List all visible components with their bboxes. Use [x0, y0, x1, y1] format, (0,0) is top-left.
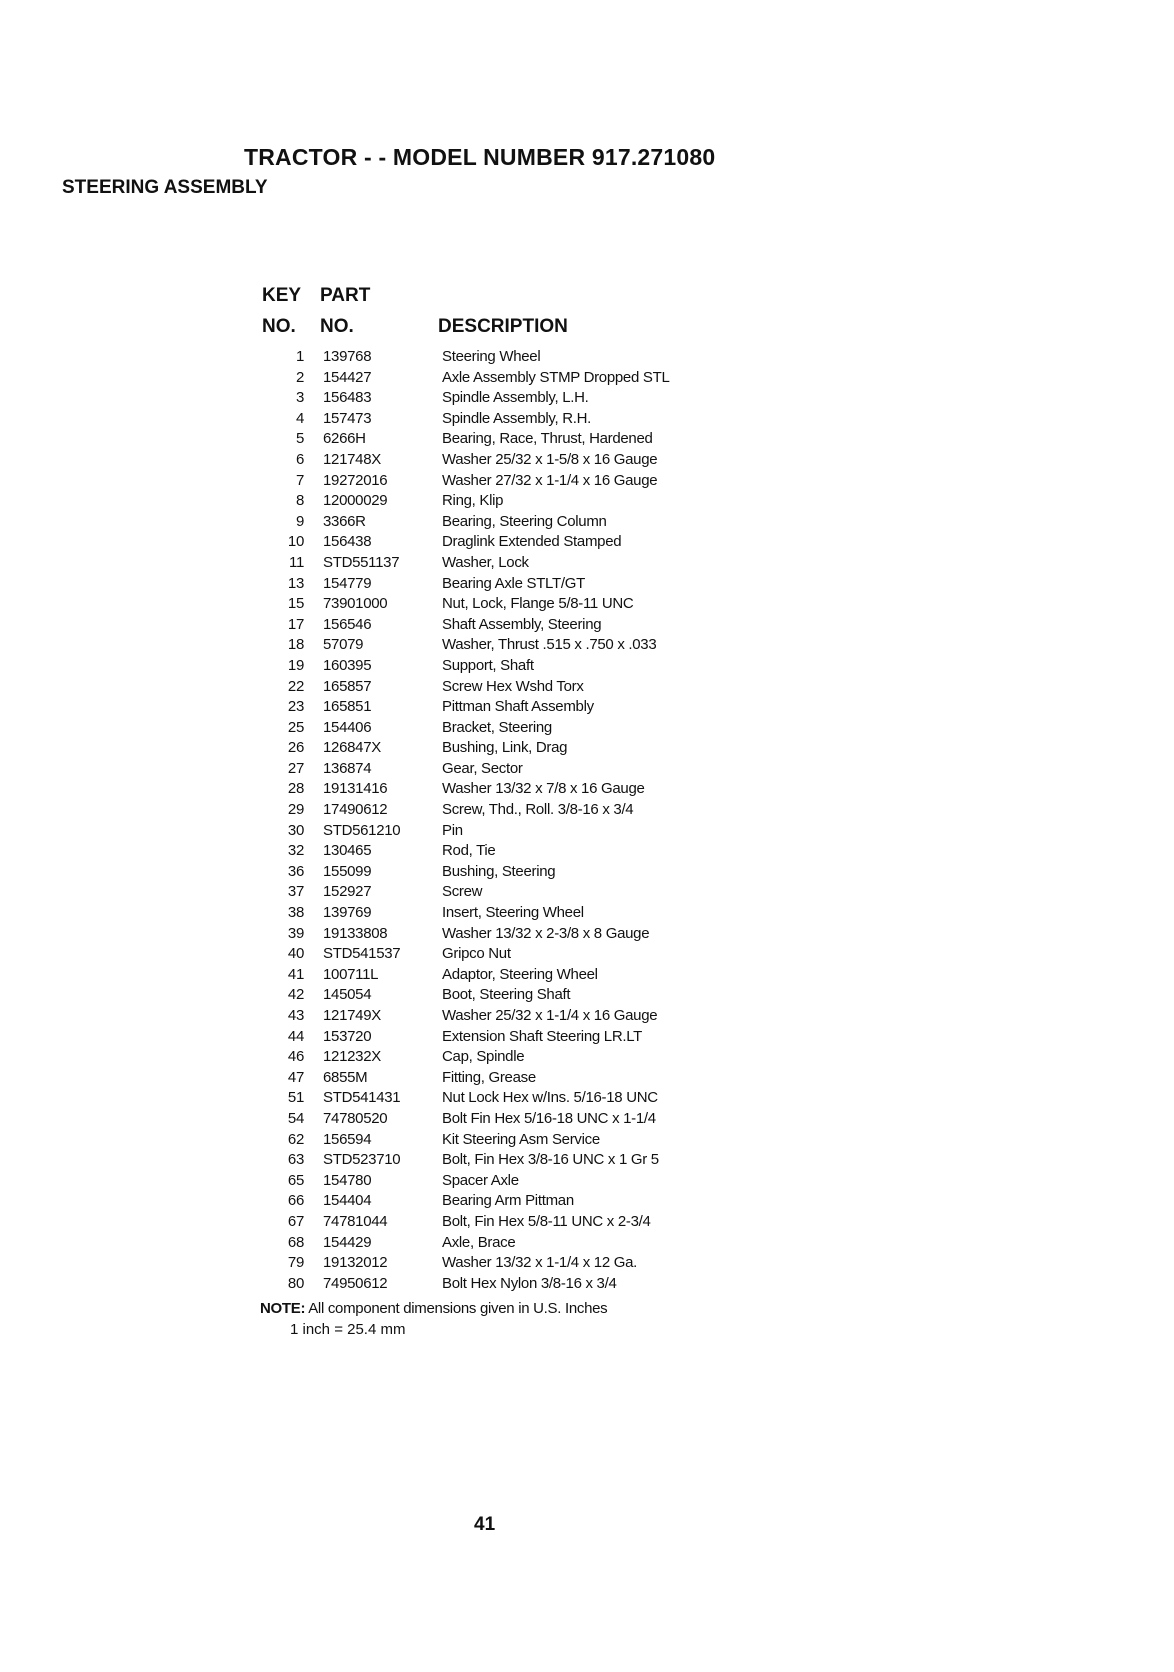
key-no: 9: [295, 512, 304, 530]
part-no: 12000029: [323, 492, 388, 510]
key-no: 27: [287, 759, 304, 777]
key-no: 38: [287, 904, 304, 922]
key-no: 51: [287, 1089, 304, 1107]
key-no: 68: [287, 1233, 304, 1251]
page-number: 41: [474, 1514, 496, 1535]
table-row: [262, 347, 762, 368]
table-row: [262, 965, 762, 986]
page-title: TRACTOR - - MODEL NUMBER 917.271080: [244, 144, 716, 170]
part-no: STD523710: [323, 1151, 401, 1169]
part-no: 73901000: [323, 595, 388, 613]
key-no: 63: [287, 1151, 304, 1169]
part-no: STD561210: [323, 821, 401, 839]
part-description: Gripco Nut: [442, 945, 511, 963]
key-no: 11: [289, 553, 304, 571]
key-no: 36: [287, 862, 304, 880]
table-row: [262, 841, 762, 862]
table-row: [262, 697, 762, 718]
part-description: Washer 25/32 x 1-5/8 x 16 Gauge: [442, 450, 658, 468]
part-description: Screw: [442, 883, 483, 901]
part-description: Washer 25/32 x 1-1/4 x 16 Gauge: [442, 1007, 658, 1024]
key-no: 4: [295, 409, 304, 427]
part-description: Bracket, Steering: [442, 718, 552, 736]
part-description: Nut Lock Hex w/Ins. 5/16-18 UNC: [442, 1089, 658, 1107]
part-description: Axle, Brace: [442, 1233, 516, 1251]
part-no: STD541537: [323, 945, 401, 963]
part-description: Washer, Lock: [442, 553, 529, 571]
table-row: [262, 594, 762, 615]
key-no: 41: [287, 965, 304, 983]
table-row: [262, 450, 762, 471]
table-row: [262, 1150, 762, 1171]
part-no: 154429: [323, 1233, 372, 1251]
table-row: [262, 944, 762, 965]
part-no: 139769: [323, 904, 372, 922]
table-row: [262, 903, 762, 924]
part-description: Pittman Shaft Assembly: [442, 698, 594, 716]
part-no: 155099: [323, 862, 372, 880]
key-no: 43: [287, 1007, 304, 1024]
part-no: 19133808: [323, 924, 388, 942]
table-row: [262, 574, 762, 595]
table-row: [262, 1253, 762, 1274]
part-description: Washer 13/32 x 2-3/8 x 8 Gauge: [442, 924, 650, 942]
part-description: Shaft Assembly, Steering: [442, 615, 602, 633]
part-description: Gear, Sector: [442, 759, 523, 777]
part-no: 19131416: [323, 780, 388, 798]
key-no: 32: [287, 842, 304, 860]
part-description: Bolt Fin Hex 5/16-18 UNC x 1-1/4: [442, 1109, 656, 1127]
table-row: [262, 800, 762, 821]
part-no: 157473: [323, 409, 372, 427]
part-no: 165851: [323, 698, 372, 716]
table-row: [262, 759, 762, 780]
part-description: Kit Steering Asm Service: [442, 1130, 600, 1148]
key-no: 8: [295, 492, 304, 510]
part-no: 121748X: [323, 450, 381, 468]
part-no: 136874: [323, 759, 372, 777]
part-no: 126847X: [323, 739, 381, 757]
key-no: 37: [287, 883, 304, 901]
part-no: 153720: [323, 1027, 372, 1045]
table-row: [262, 1006, 762, 1027]
key-no: 80: [287, 1274, 304, 1292]
table-row: [262, 656, 762, 677]
table-row: [262, 615, 762, 636]
part-description: Ring, Klip: [442, 492, 504, 510]
part-no: 156438: [323, 533, 372, 551]
part-description: Washer 27/32 x 1-1/4 x 16 Gauge: [442, 471, 658, 489]
part-description: Washer 13/32 x 1-1/4 x 12 Ga.: [442, 1254, 638, 1272]
key-no: 66: [287, 1192, 304, 1210]
key-no: 15: [287, 595, 304, 613]
table-row: [262, 368, 762, 389]
part-description: Support, Shaft: [442, 656, 534, 674]
key-no: 44: [287, 1027, 304, 1045]
key-no: 5: [295, 430, 304, 448]
part-no: 154427: [323, 368, 372, 386]
part-description: Rod, Tie: [442, 842, 496, 860]
part-description: Screw Hex Wshd Torx: [442, 677, 584, 695]
part-no: 17490612: [323, 801, 388, 819]
part-description: Pin: [442, 821, 463, 839]
key-no: 6: [295, 450, 304, 468]
table-row: [262, 1068, 762, 1089]
table-row: [262, 1212, 762, 1233]
part-no: 121749X: [323, 1007, 381, 1024]
table-row: [262, 1191, 762, 1212]
part-no: 139768: [323, 348, 372, 365]
key-no: 10: [287, 533, 304, 551]
table-row: [262, 512, 762, 533]
part-description: Nut, Lock, Flange 5/8-11 UNC: [442, 595, 634, 613]
part-no: 160395: [323, 656, 372, 674]
part-no: 152927: [323, 883, 372, 901]
table-row: [262, 1233, 762, 1254]
part-no: 165857: [323, 677, 372, 695]
table-row: [262, 409, 762, 430]
part-no: 130465: [323, 842, 372, 860]
part-description: Spindle Assembly, L.H.: [442, 389, 589, 407]
part-description: Bearing, Race, Thrust, Hardened: [442, 430, 653, 448]
key-no: 23: [287, 698, 304, 716]
table-row: [262, 738, 762, 759]
part-description: Spindle Assembly, R.H.: [442, 409, 592, 427]
part-description: Bolt Hex Nylon 3/8-16 x 3/4: [442, 1274, 617, 1292]
table-row: [262, 1130, 762, 1151]
part-description: Bearing, Steering Column: [442, 512, 607, 530]
part-no: 19132012: [323, 1254, 388, 1272]
part-no: 154779: [323, 574, 372, 592]
note-text: All component dimensions given in U.S. Inches: [305, 1300, 608, 1317]
table-row: [262, 862, 762, 883]
part-description: Screw, Thd., Roll. 3/8-16 x 3/4: [442, 801, 634, 819]
key-no: 19: [287, 656, 304, 674]
part-no: STD541431: [323, 1089, 401, 1107]
key-no: 46: [287, 1048, 304, 1066]
part-description: Boot, Steering Shaft: [442, 986, 571, 1004]
part-no: 74950612: [323, 1274, 388, 1292]
part-no: 74780520: [323, 1109, 388, 1127]
key-no: 54: [287, 1109, 304, 1127]
key-no: 40: [287, 945, 304, 963]
table-row: [262, 532, 762, 553]
key-no: 42: [287, 986, 304, 1004]
part-description: Washer 13/32 x 7/8 x 16 Gauge: [442, 780, 645, 798]
part-no: 6266H: [323, 430, 366, 448]
header-part-line1: PART: [320, 285, 371, 306]
parts-table: [262, 347, 762, 1294]
header-key-line1: KEY: [262, 285, 302, 306]
part-description: Fitting, Grease: [442, 1068, 536, 1086]
part-description: Bearing Arm Pittman: [442, 1192, 574, 1210]
unit-conversion: 1 inch = 25.4 mm: [290, 1321, 406, 1338]
part-no: 121232X: [323, 1048, 381, 1066]
part-description: Washer, Thrust .515 x .750 x .033: [442, 636, 657, 654]
part-description: Spacer Axle: [442, 1171, 519, 1189]
part-description: Extension Shaft Steering LR.LT: [442, 1027, 643, 1045]
table-row: [262, 1171, 762, 1192]
part-no: 154780: [323, 1171, 372, 1189]
table-row: [262, 882, 762, 903]
part-description: Cap, Spindle: [442, 1048, 525, 1066]
table-row: [262, 821, 762, 842]
part-description: Adaptor, Steering Wheel: [442, 965, 598, 983]
table-row: [262, 985, 762, 1006]
key-no: 7: [295, 471, 304, 489]
header-description: DESCRIPTION: [438, 316, 568, 337]
key-no: 17: [287, 615, 304, 633]
table-row: [262, 635, 762, 656]
table-row: [262, 1027, 762, 1048]
key-no: 3: [295, 389, 304, 407]
part-no: 156483: [323, 389, 372, 407]
key-no: 65: [287, 1171, 304, 1189]
key-no: 2: [295, 368, 304, 386]
key-no: 62: [287, 1130, 304, 1148]
part-description: Axle Assembly STMP Dropped STL: [442, 368, 670, 386]
table-row: [262, 388, 762, 409]
part-no: 154404: [323, 1192, 372, 1210]
section-title: STEERING ASSEMBLY: [62, 177, 268, 198]
table-row: [262, 1088, 762, 1109]
note-label: NOTE:: [260, 1300, 306, 1317]
key-no: 13: [287, 574, 304, 592]
part-no: 19272016: [323, 471, 388, 489]
part-no: 100711L: [323, 965, 379, 983]
part-no: 74781044: [323, 1212, 388, 1230]
table-row: [262, 491, 762, 512]
key-no: 39: [287, 924, 304, 942]
key-no: 28: [287, 780, 304, 798]
key-no: 30: [287, 821, 304, 839]
table-row: [262, 1109, 762, 1130]
part-description: Steering Wheel: [442, 348, 541, 365]
part-no: 145054: [323, 986, 372, 1004]
part-no: 154406: [323, 718, 372, 736]
part-no: 3366R: [323, 512, 366, 530]
key-no: 67: [287, 1212, 304, 1230]
part-description: Bearing Axle STLT/GT: [442, 574, 585, 592]
table-row: [262, 677, 762, 698]
table-row: [262, 779, 762, 800]
part-description: Bushing, Steering: [442, 862, 556, 880]
key-no: 47: [287, 1068, 304, 1086]
key-no: 1: [295, 348, 304, 365]
key-no: 18: [287, 636, 304, 654]
part-no: 6855M: [323, 1068, 368, 1086]
key-no: 25: [287, 718, 304, 736]
part-description: Draglink Extended Stamped: [442, 533, 622, 551]
table-row: [262, 718, 762, 739]
table-row: [262, 924, 762, 945]
table-row: [262, 553, 762, 574]
header-part-line2: NO.: [320, 316, 354, 337]
part-description: Bolt, Fin Hex 5/8-11 UNC x 2-3/4: [442, 1212, 651, 1230]
part-no: STD551137: [323, 553, 400, 571]
part-description: Insert, Steering Wheel: [442, 904, 584, 922]
part-no: 156594: [323, 1130, 372, 1148]
part-description: Bushing, Link, Drag: [442, 739, 568, 757]
key-no: 22: [287, 677, 304, 695]
part-no: 156546: [323, 615, 372, 633]
header-key-line2: NO.: [262, 316, 296, 337]
table-row: [262, 429, 762, 450]
table-row: [262, 471, 762, 492]
part-description: Bolt, Fin Hex 3/8-16 UNC x 1 Gr 5: [442, 1151, 659, 1169]
table-row: [262, 1047, 762, 1068]
table-row: [262, 1274, 762, 1295]
key-no: 79: [287, 1254, 304, 1272]
part-no: 57079: [323, 636, 364, 654]
dimension-note: [260, 1300, 607, 1317]
key-no: 29: [287, 801, 304, 819]
key-no: 26: [287, 739, 304, 757]
